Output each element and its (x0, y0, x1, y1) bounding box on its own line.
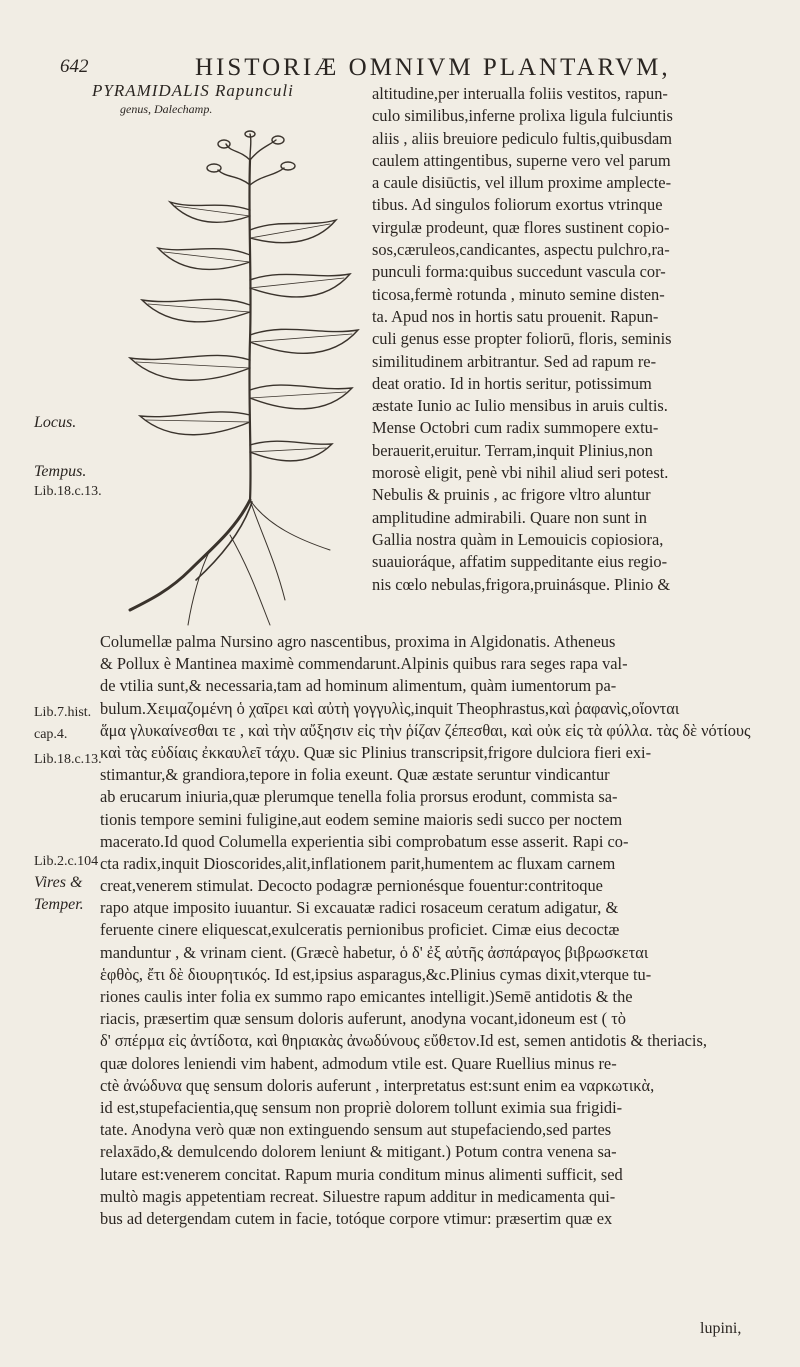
page-number: 642 (60, 56, 89, 77)
margin-note: Temper. (34, 896, 84, 913)
text-line: Mense Octobri cum radix summopere extu- (372, 418, 659, 438)
text-line: lutare est:venerem concitat. Rapum muria conditum minus alimenti sufficit, sed (100, 1164, 623, 1184)
text-line: bulum.Χειμαζομένη ὁ χαῖρει καὶ αὐτὴ γογγυλὶς,inquit Theophrastus,καὶ ῥαφανὶς,οἴονται (100, 698, 680, 718)
text-line: punculi forma:quibus succedunt vascula cor- (372, 262, 666, 282)
text-line: sos,cæruleos,candicantes, aspectu pulchro,ra- (372, 240, 670, 260)
figure-caption: PYRAMIDALIS Rapunculi (92, 81, 294, 100)
text-line: rapo atque imposito iuuantur. Si excauatæ radici rosaceum ceratum adigatur, & (100, 898, 619, 918)
text-line: καὶ τὰς εὐδίαις ἐκκαυλεῖ τάχυ. Quæ sic Plinius transcripsit,frigore dulciora fieri exi- (100, 742, 652, 762)
margin-note: cap.4. (34, 727, 68, 742)
text-line: & Pollux è Mantinea maximè commendarunt.Alpinis quibus rara seges rapa val- (100, 654, 628, 674)
text-line: suauioráque, affatim suppeditante eius regio- (372, 552, 668, 572)
text-line: morosè eligit, penè vbi nihil aliud seri potest. (372, 463, 669, 483)
text-line: ctè ἀνώδυνα quę sensum doloris auferunt , interpretatus est:sunt enim ea ναρκωτικὰ, (100, 1075, 655, 1095)
text-line: culi genus esse propter foliorū, floris, seminis (372, 329, 672, 349)
text-line: δ' σπέρμα εἰς ἀντίδοτα, καὶ θηριακὰς ἀνωδύνους εὔθετον.Id est, semen antidotis & theriacis, (100, 1031, 707, 1051)
text-line: tate. Anodyna verò quæ non extinguendo sensum aut stupefaciendo,sed partes (100, 1120, 612, 1140)
text-line: macerato.Id quod Columella experientia sibi comprobatum esse asserit. Rapi co- (100, 831, 629, 851)
text-line: Gallia nostra quàm in Lemouicis copiosiora, (372, 529, 664, 549)
margin-note: Locus. (34, 414, 77, 431)
text-line: Nebulis & pruinis , ac frigore vltro aluntur (372, 485, 651, 505)
text-line: ab erucarum iniuria,quæ plerumque tenella folia prorsus erodunt, commista sa- (100, 787, 618, 807)
text-line: cta radix,inquit Dioscorides,alit,inflationem parit,humentem ac fluxam carnem (100, 853, 616, 873)
text-line: culo similibus,inferne prolixa ligula fulciuntis (372, 106, 673, 126)
text-line: tibus. Ad singulos foliorum exortus vtrinque (372, 195, 663, 215)
text-line: virgulæ prodeunt, quæ flores sustinent copio- (372, 217, 670, 237)
text-line: quæ dolores leniendi vim habent, admodum vtile est. Quare Ruellius minus re- (100, 1053, 617, 1073)
catchword: lupini, (700, 1320, 742, 1337)
text-line: altitudine,per interualla foliis vestitos, rapun- (372, 84, 668, 103)
text-line: æstate Iunio ac Iulio mensibus in aruis cultis. (372, 396, 668, 416)
text-line: riones caulis inter folia ex summo rapo emicantes intelligit.)Semē antidotis & the (100, 987, 633, 1006)
text-line: similitudinem arbitrantur. Sed ad rapum re- (372, 351, 657, 371)
text-line: feruente cinere eliquescat,exulceratis pernionibus proficiet. Cimæ eius decoctæ (100, 920, 620, 940)
text-line: stimantur,& grandiora,tepore in folia exeunt. Quæ æstate seruntur vindicantur (100, 765, 610, 785)
margin-note: Vires & (34, 874, 83, 891)
margin-note: Lib.18.c.13. (34, 752, 102, 767)
text-line: riacis, præsertim quæ sensum doloris auferunt, anodyna vocant,idoneum est ( τὸ (100, 1009, 626, 1029)
figure-caption-subtitle: genus, Dalechamp. (120, 102, 213, 116)
text-line: multò magis appetentiam recreat. Siluestre rapum additur in medicamenta qui- (100, 1186, 616, 1206)
text-line: ta. Apud nos in hortis satu prouenit. Rapun- (372, 306, 659, 326)
text-line: creat,venerem stimulat. Decocto podagræ pernionésque fouentur:contritoque (100, 876, 603, 896)
margin-note: Lib.2.c.104 (34, 854, 99, 869)
text-line: ἅμα γλυκαίνεσθαι τε , καὶ τὴν αὔξησιν εἰς τὴν ῥίζαν ζέπεσθαι, καὶ οὐκ εἰς τὰ φύλλα. τὰς δὲ νότίους (100, 720, 751, 740)
text-line: id est,stupefacientia,quę sensum non propriè dolorem tollunt eximia sua frigidi- (100, 1097, 623, 1117)
margin-note: Lib.7.hist. (34, 705, 92, 720)
margin-note: Lib.18.c.13. (34, 484, 102, 499)
plant-illustration (100, 130, 370, 630)
text-line: ἑφθὸς, ἔτι δὲ διουρητικός. Id est,ipsius asparagus,&c.Plinius cymas dixit,vterque tu- (100, 964, 652, 984)
text-line: relaxādo,& demulcendo dolorem leniunt & mitigant.) Potum contra venena sa- (100, 1142, 617, 1162)
text-line: a caule disiūctis, vel illum proxime amplecte- (372, 173, 672, 193)
text-line: Columellæ palma Nursino agro nascentibus, proxima in Algidonatis. Atheneus (100, 632, 616, 651)
text-line: manduntur , & vrinam cient. (Græcè habetur, ὁ δ' ἐξ αὐτῆς ἀσπάραγος βιβρωσκεται (100, 942, 649, 962)
margin-note: Tempus. (34, 463, 87, 480)
text-line: berauerit,eruitur. Terram,inquit Plinius,non (372, 440, 653, 460)
text-line: amplitudine admirabili. Quare non sunt in (372, 507, 647, 527)
text-line: caulem attingentibus, superne vero vel parum (372, 150, 671, 170)
text-line: bus ad detergendam cutem in facie, totóque corpore vtimur: præsertim quæ ex (100, 1208, 613, 1228)
text-line: de vtilia sunt,& necessaria,tam ad hominum alimentum, quàm iumentorum pa- (100, 676, 617, 696)
running-head (0, 54, 800, 84)
text-line: deat oratio. Id in hortis seritur, potissimum (372, 373, 652, 393)
body-text-column (372, 83, 768, 596)
page-title: HISTORIÆ OMNIVM PLANTARVM, (195, 54, 671, 81)
body-text-full (100, 631, 770, 1230)
text-line: nis cœlo nebulas,frigora,pruinásque. Plinio & (372, 574, 671, 594)
text-line: ticosa,fermè rotunda , minuto semine disten- (372, 284, 665, 304)
text-line: tionis tempore semini fuligine,aut eodem semine maioris sedi succo per noctem (100, 809, 623, 829)
margin-notes (0, 0, 110, 1367)
text-line: aliis , aliis breuiore pediculo fultis,quibusdam (372, 128, 672, 148)
